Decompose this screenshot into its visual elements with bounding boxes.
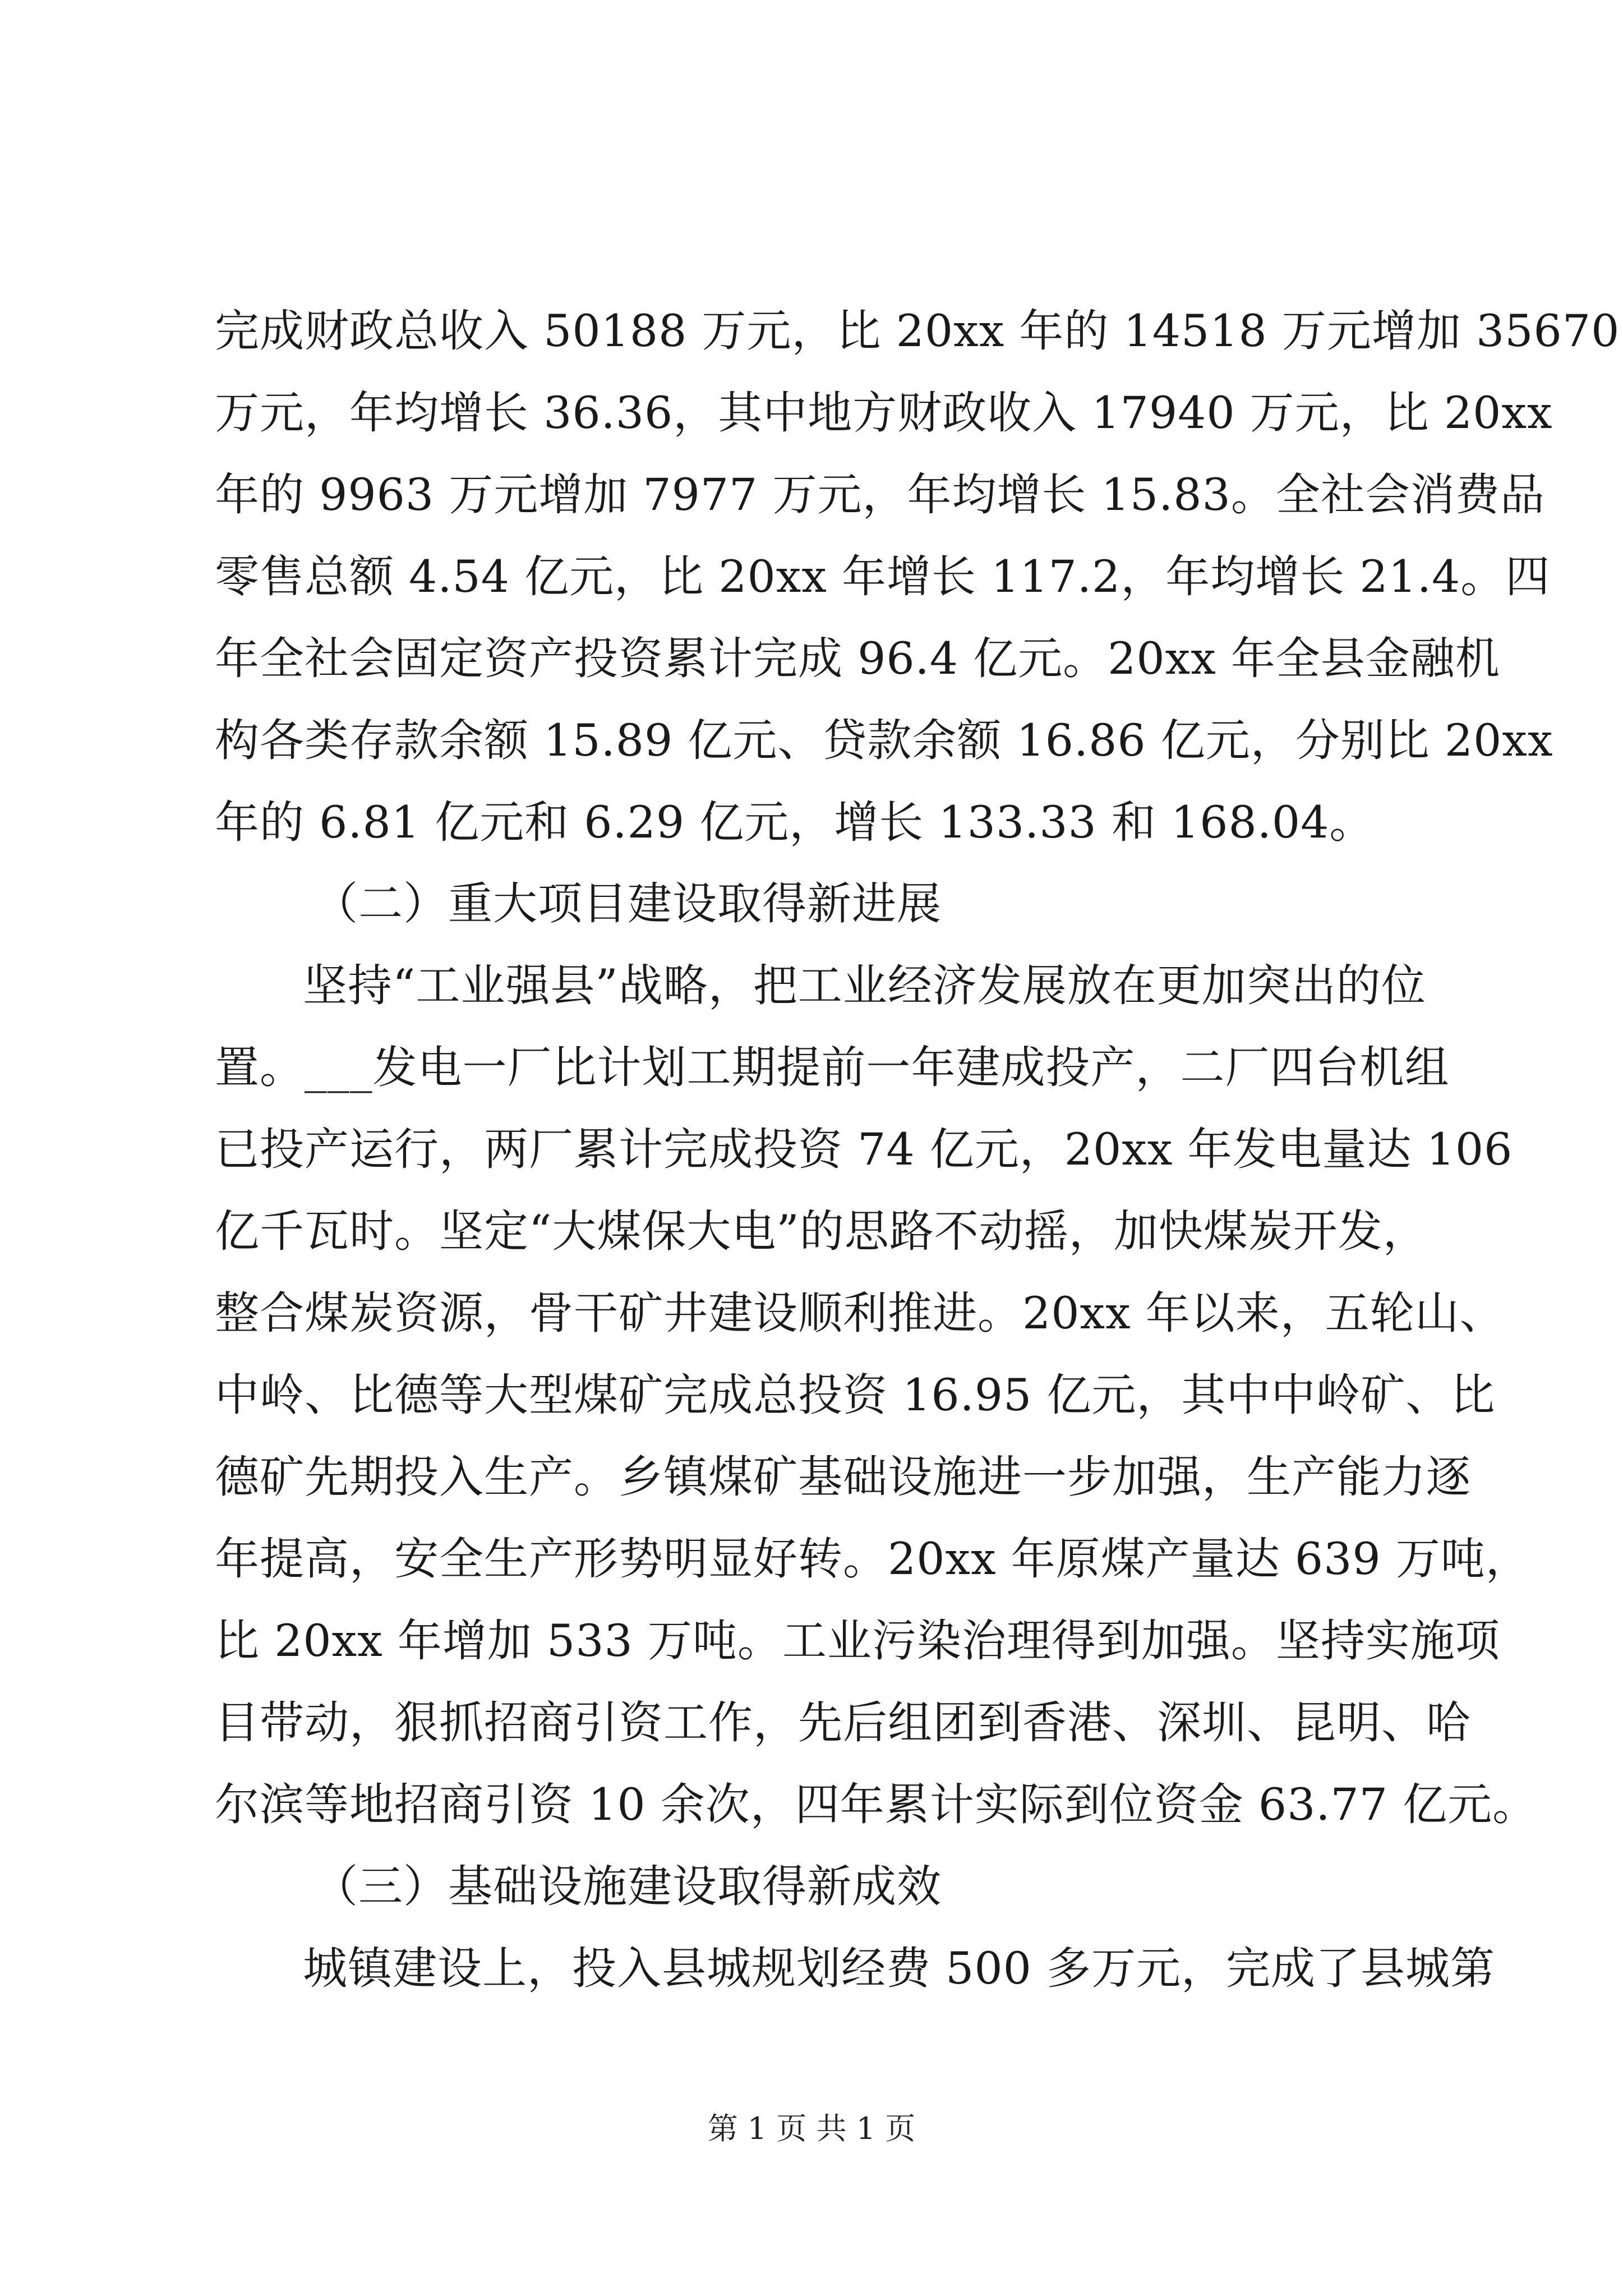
paragraph-line: 零售总额 4.54 亿元，比 20xx 年增长 117.2，年均增长 21.4。四: [215, 551, 1551, 602]
paragraph-line: 整合煤炭资源，骨干矿井建设顺利推进。20xx 年以来，五轮山、: [215, 1287, 1505, 1339]
paragraph-line: 德矿先期投入生产。乡镇煤矿基础设施进一步加强，生产能力逐: [215, 1451, 1471, 1503]
paragraph-line: 构各类存款余额 15.89 亿元、贷款余额 16.86 亿元，分别比 20xx: [215, 715, 1553, 766]
section-heading: （二）重大项目建设取得新进展: [313, 878, 942, 930]
paragraph-line: 年全社会固定资产投资累计完成 96.4 亿元。20xx 年全县金融机: [215, 633, 1500, 684]
paragraph-line: 年的 9963 万元增加 7977 万元，年均增长 15.83。全社会消费品: [215, 469, 1545, 521]
paragraph-line: 万元，年均增长 36.36，其中地方财政收入 17940 万元，比 20xx: [215, 387, 1553, 439]
paragraph-line: 亿千瓦时。坚定“大煤保大电”的思路不动摇，加快煤炭开发，: [215, 1205, 1428, 1257]
paragraph-line: 年提高，安全生产形势明显好转。20xx 年原煤产量达 639 万吨，: [215, 1533, 1530, 1585]
paragraph-line: 比 20xx 年增加 533 万吨。工业污染治理得到加强。坚持实施项: [215, 1615, 1500, 1667]
paragraph-line: 城镇建设上，投入县城规划经费 500 多万元，完成了县城第: [303, 1943, 1496, 1994]
paragraph-line: 年的 6.81 亿元和 6.29 亿元，增长 133.33 和 168.04。: [215, 797, 1375, 848]
paragraph-line: 置。___发电一厂比计划工期提前一年建成投产，二厂四台机组: [215, 1042, 1450, 1093]
paragraph-line: 中岭、比德等大型煤矿完成总投资 16.95 亿元，其中中岭矿、比: [215, 1369, 1496, 1421]
paragraph-line: 已投产运行，两厂累计完成投资 74 亿元，20xx 年发电量达 106: [215, 1124, 1513, 1175]
paragraph-line: 完成财政总收入 50188 万元，比 20xx 年的 14518 万元增加 35670: [215, 305, 1620, 357]
paragraph-line: 目带动，狠抓招商引资工作，先后组团到香港、深圳、昆明、哈: [215, 1697, 1471, 1749]
paragraph-line: 坚持“工业强县”战略，把工业经济发展放在更加突出的位: [303, 960, 1426, 1011]
section-heading: （三）基础设施建设取得新成效: [313, 1861, 942, 1912]
page-footer: 第 1 页 共 1 页: [707, 2111, 916, 2146]
paragraph-line: 尔滨等地招商引资 10 余次，四年累计实际到位资金 63.77 亿元。: [215, 1779, 1538, 1830]
